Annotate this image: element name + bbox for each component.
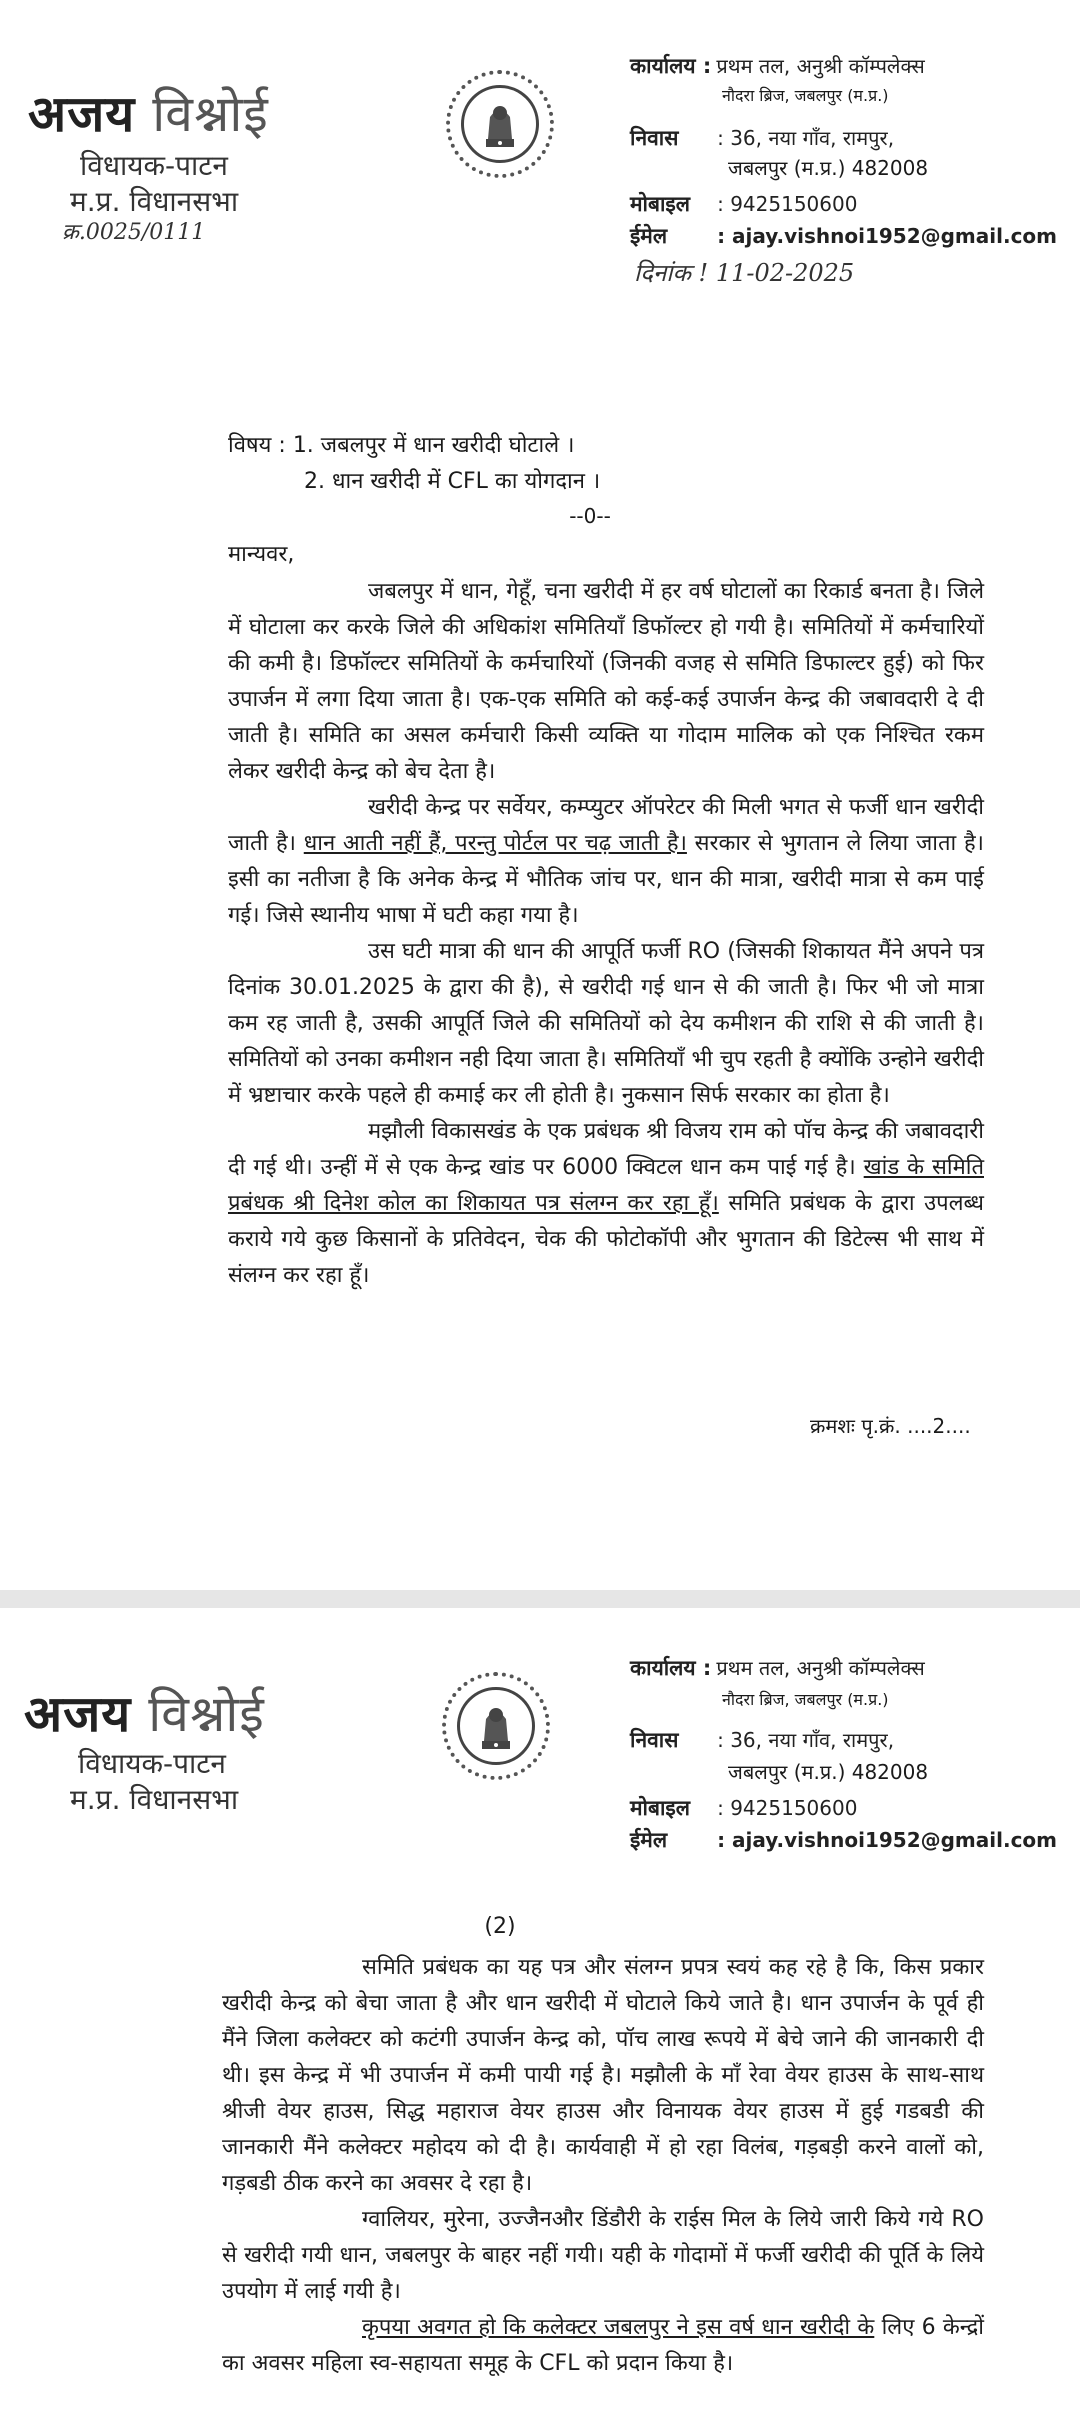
office-line-1-p2: प्रथम तल, अनुश्री कॉम्पलेक्स: [716, 1656, 925, 1680]
paragraph-4-underlined: खांड के समिति प्रबंधक श्री दिनेश कोल का शिकायत पत्र संलग्न कर रहा हूँ।: [228, 1155, 984, 1216]
handwritten-date: दिनांक ! 11-02-2025: [634, 259, 855, 287]
paragraph-1: जबलपुर में धान, गेहूँ, चना खरीदी में हर वर्ष घोटालों का रिकार्ड बनता है। जिले में घोटाला कर करके जिले की अधिकांश समितियाँ डिफॉल्टर हो गयी है। समितियों में कर्मचारियों की कमी है। डिफॉल्टर समितियों के कर्मचारियों (जिनकी वजह से समिति डिफाल्टर हुई) को फिर उपार्जन में लगा दिया जाता है। एक-एक समिति को कई-कई उपार्जन केन्द्र की जबावदारी दे दी जाती है। समिति का असल कर्मचारी किसी व्यक्ति या गोदाम मालिक को एक निश्चित रकम लेकर खरीदी केन्द्र को बेच देता है।: [228, 579, 984, 784]
mobile-value: : 9425150600: [717, 192, 858, 216]
paragraph-2-part-b: सरकार से भुगतान ले लिया जाता है। इसी का नतीजा है कि अनेक केन्द्र में भौतिक जांच पर, धान की मात्रा, खरीदी मात्रा से कम पाई गई। जिसे स्थानीय भाषा में घटी कहा गया है।: [228, 831, 984, 928]
letter-body-page-2: [222, 1950, 984, 2382]
paragraph-2-underlined: धान आती नहीं हैं, परन्तु पोर्टल पर चढ़ जाती है।: [303, 831, 687, 856]
email-value-p2: : ajay.vishnoi1952@gmail.com: [717, 1828, 1058, 1852]
residence-line-1-p2: : 36, नया गाँव, रामपुर,: [717, 1728, 895, 1752]
email-label: ईमेल: [630, 224, 668, 248]
paragraph-4: [228, 1114, 984, 1294]
mobile-label: मोबाइल: [630, 192, 690, 216]
mobile-value-p2: : 9425150600: [717, 1796, 858, 1820]
subject-item-1: 1. जबलपुर में धान खरीदी घोटाले ।: [292, 433, 575, 458]
office-label: कार्यालय :: [630, 54, 712, 78]
office-address-p2: [630, 1654, 925, 1682]
state-emblem-icon-p2: [442, 1672, 550, 1780]
continued-note: क्रमशः पृ.क्रं. ....2....: [810, 1414, 971, 1438]
p2-paragraph-3-underlined: कृपया अवगत हो कि कलेक्टर जबलपुर ने इस वर्ष धान खरीदी के: [362, 2315, 875, 2340]
email-row-p2: [630, 1826, 1057, 1854]
page-separator: [0, 1590, 1080, 1608]
subject-block: [228, 428, 600, 500]
mla-name: [28, 78, 269, 146]
page-number: (2): [484, 1914, 516, 1939]
salutation: मान्यवर,: [228, 542, 295, 567]
p2-paragraph-2: ग्वालियर, मुरेना, उज्जैनऔर डिंडौरी के राईस मिल के लिये जारी किये गये RO से खरीदी गयी धान, जबलपुर के बाहर नहीं गयी। यही के गोदामों में फर्जी खरीदी की पूर्ति के लिये उपयोग में लाई गयी है।: [222, 2207, 984, 2304]
letter-page-2: [0, 1608, 1080, 2412]
designation: विधायक-पाटन: [80, 149, 228, 182]
email-label-p2: ईमेल: [630, 1828, 668, 1852]
reference-number: क्र.0025/0111: [62, 220, 206, 245]
assembly-p2: म.प्र. विधानसभा: [70, 1783, 239, 1816]
email-value: : ajay.vishnoi1952@gmail.com: [717, 224, 1058, 248]
state-emblem-icon: [446, 70, 554, 178]
p2-paragraph-1: समिति प्रबंधक का यह पत्र और संलग्न प्रपत्र स्वयं कह रहे है कि, किस प्रकार खरीदी केन्द्र को बेचा जाता है और धान खरीदी में घोटाले किये जाते है। धान उपार्जन के पूर्व ही मैंने जिला कलेक्टर को कटंगी उपार्जन केन्द्र को, पॉच लाख रूपये में बेचे जाने की जानकारी दी थी। इस केन्द्र में भी उपार्जन में कमी पायी गई है। मझौली के मॉं रेवा वेयर हाउस के साथ-साथ श्रीजी वेयर हाउस, सिद्ध महाराज वेयर हाउस और विनायक वेयर हाउस में हुई गडबडी की जानकारी मैंने कलेक्टर महोदय को दी है। कार्यवाही में हो रहा विलंब, गड़बड़ी करने वालों को, गड़बडी ठीक करने का अवसर दे रहा है।: [222, 1955, 984, 2196]
name-first: अजय: [28, 85, 136, 143]
mobile-row-p2: [630, 1794, 857, 1822]
residence-label-p2: निवास: [630, 1728, 679, 1752]
office-label-p2: कार्यालय :: [630, 1656, 712, 1680]
designation-p2: विधायक-पाटन: [78, 1747, 226, 1780]
paragraph-2: [228, 790, 984, 934]
name-last-p2: विश्नोई: [148, 1685, 265, 1743]
lion-capital-icon-p2: [474, 1697, 518, 1755]
letter-body-page-1: [228, 574, 984, 1294]
mobile-row: [630, 190, 857, 218]
residence-line-1: : 36, नया गाँव, रामपुर,: [717, 126, 895, 150]
paragraph-4-part-b: समिति प्रबंधक के द्वारा उपलब्ध कराये गये कुछ किसानों के प्रतिवेदन, चेक की फोटोकॉपी और भुगतान की डिटेल्स भी साथ में संलग्न कर रहा हूँ।: [228, 1191, 984, 1288]
subject-item-2: 2. धान खरीदी में CFL का योगदान ।: [304, 469, 601, 494]
office-line-2: नौदरा ब्रिज, जबलपुर (म.प्र.): [722, 86, 889, 105]
residence-line-2-p2: जबलपुर (म.प्र.) 482008: [728, 1760, 929, 1784]
name-first-p2: अजय: [24, 1685, 132, 1743]
paragraph-3: उस घटी मात्रा की धान की आपूर्ति फर्जी RO (जिसकी शिकायत मैंने अपने पत्र दिनांक 30.01.2025 के द्वारा की है), से खरीदी गई धान से की जाती है। फिर भी जो मात्रा कम रह जाती है, उसकी आपूर्ति जिले की समितियों को देय कमीशन की राशि से की जाती है। समितियों को उनका कमीशन नही दिया जाता है। समितियाँ भी चुप रहती है क्योंकि उन्होने खरीदी में भ्रष्टाचार करके पहले ही कमाई कर ली होती है। नुकसान सिर्फ सरकार का होता है।: [228, 939, 984, 1108]
paragraph-4-part-a: मझौली विकासखंड के एक प्रबंधक श्री विजय राम को पॉच केन्द्र की जबावदारी दी गई थी। उन्हीं में से एक केन्द्र खांड पर 6000 क्विटल धान कम पाई गई है।: [228, 1119, 984, 1180]
email-row: [630, 222, 1057, 250]
residence-address-p2: [630, 1726, 894, 1754]
office-line-2-p2: नौदरा ब्रिज, जबलपुर (म.प्र.): [722, 1690, 889, 1709]
paragraph-2-part-a: खरीदी केन्द्र पर सर्वेयर, कम्प्युटर ऑपरेटर की मिली भगत से फर्जी धान खरीदी जाती है।: [228, 795, 984, 856]
name-last: विश्नोई: [152, 85, 269, 143]
p2-paragraph-3-cut: लिए 6 केन्द्रों का अवसर महिला स्व-सहायता समूह के CFL को प्रदान किया है।: [222, 2315, 984, 2376]
assembly: म.प्र. विधानसभा: [70, 185, 239, 218]
lion-capital-icon: [478, 95, 522, 153]
office-address: [630, 52, 925, 80]
subject-label: विषय :: [228, 433, 286, 458]
separator: --0--: [569, 504, 611, 528]
mobile-label-p2: मोबाइल: [630, 1796, 690, 1820]
office-line-1: प्रथम तल, अनुश्री कॉम्पलेक्स: [716, 54, 925, 78]
p2-paragraph-3: [222, 2310, 984, 2382]
residence-address: [630, 124, 894, 152]
mla-name-p2: [24, 1678, 265, 1746]
residence-line-2: जबलपुर (म.प्र.) 482008: [728, 156, 929, 180]
residence-label: निवास: [630, 126, 679, 150]
